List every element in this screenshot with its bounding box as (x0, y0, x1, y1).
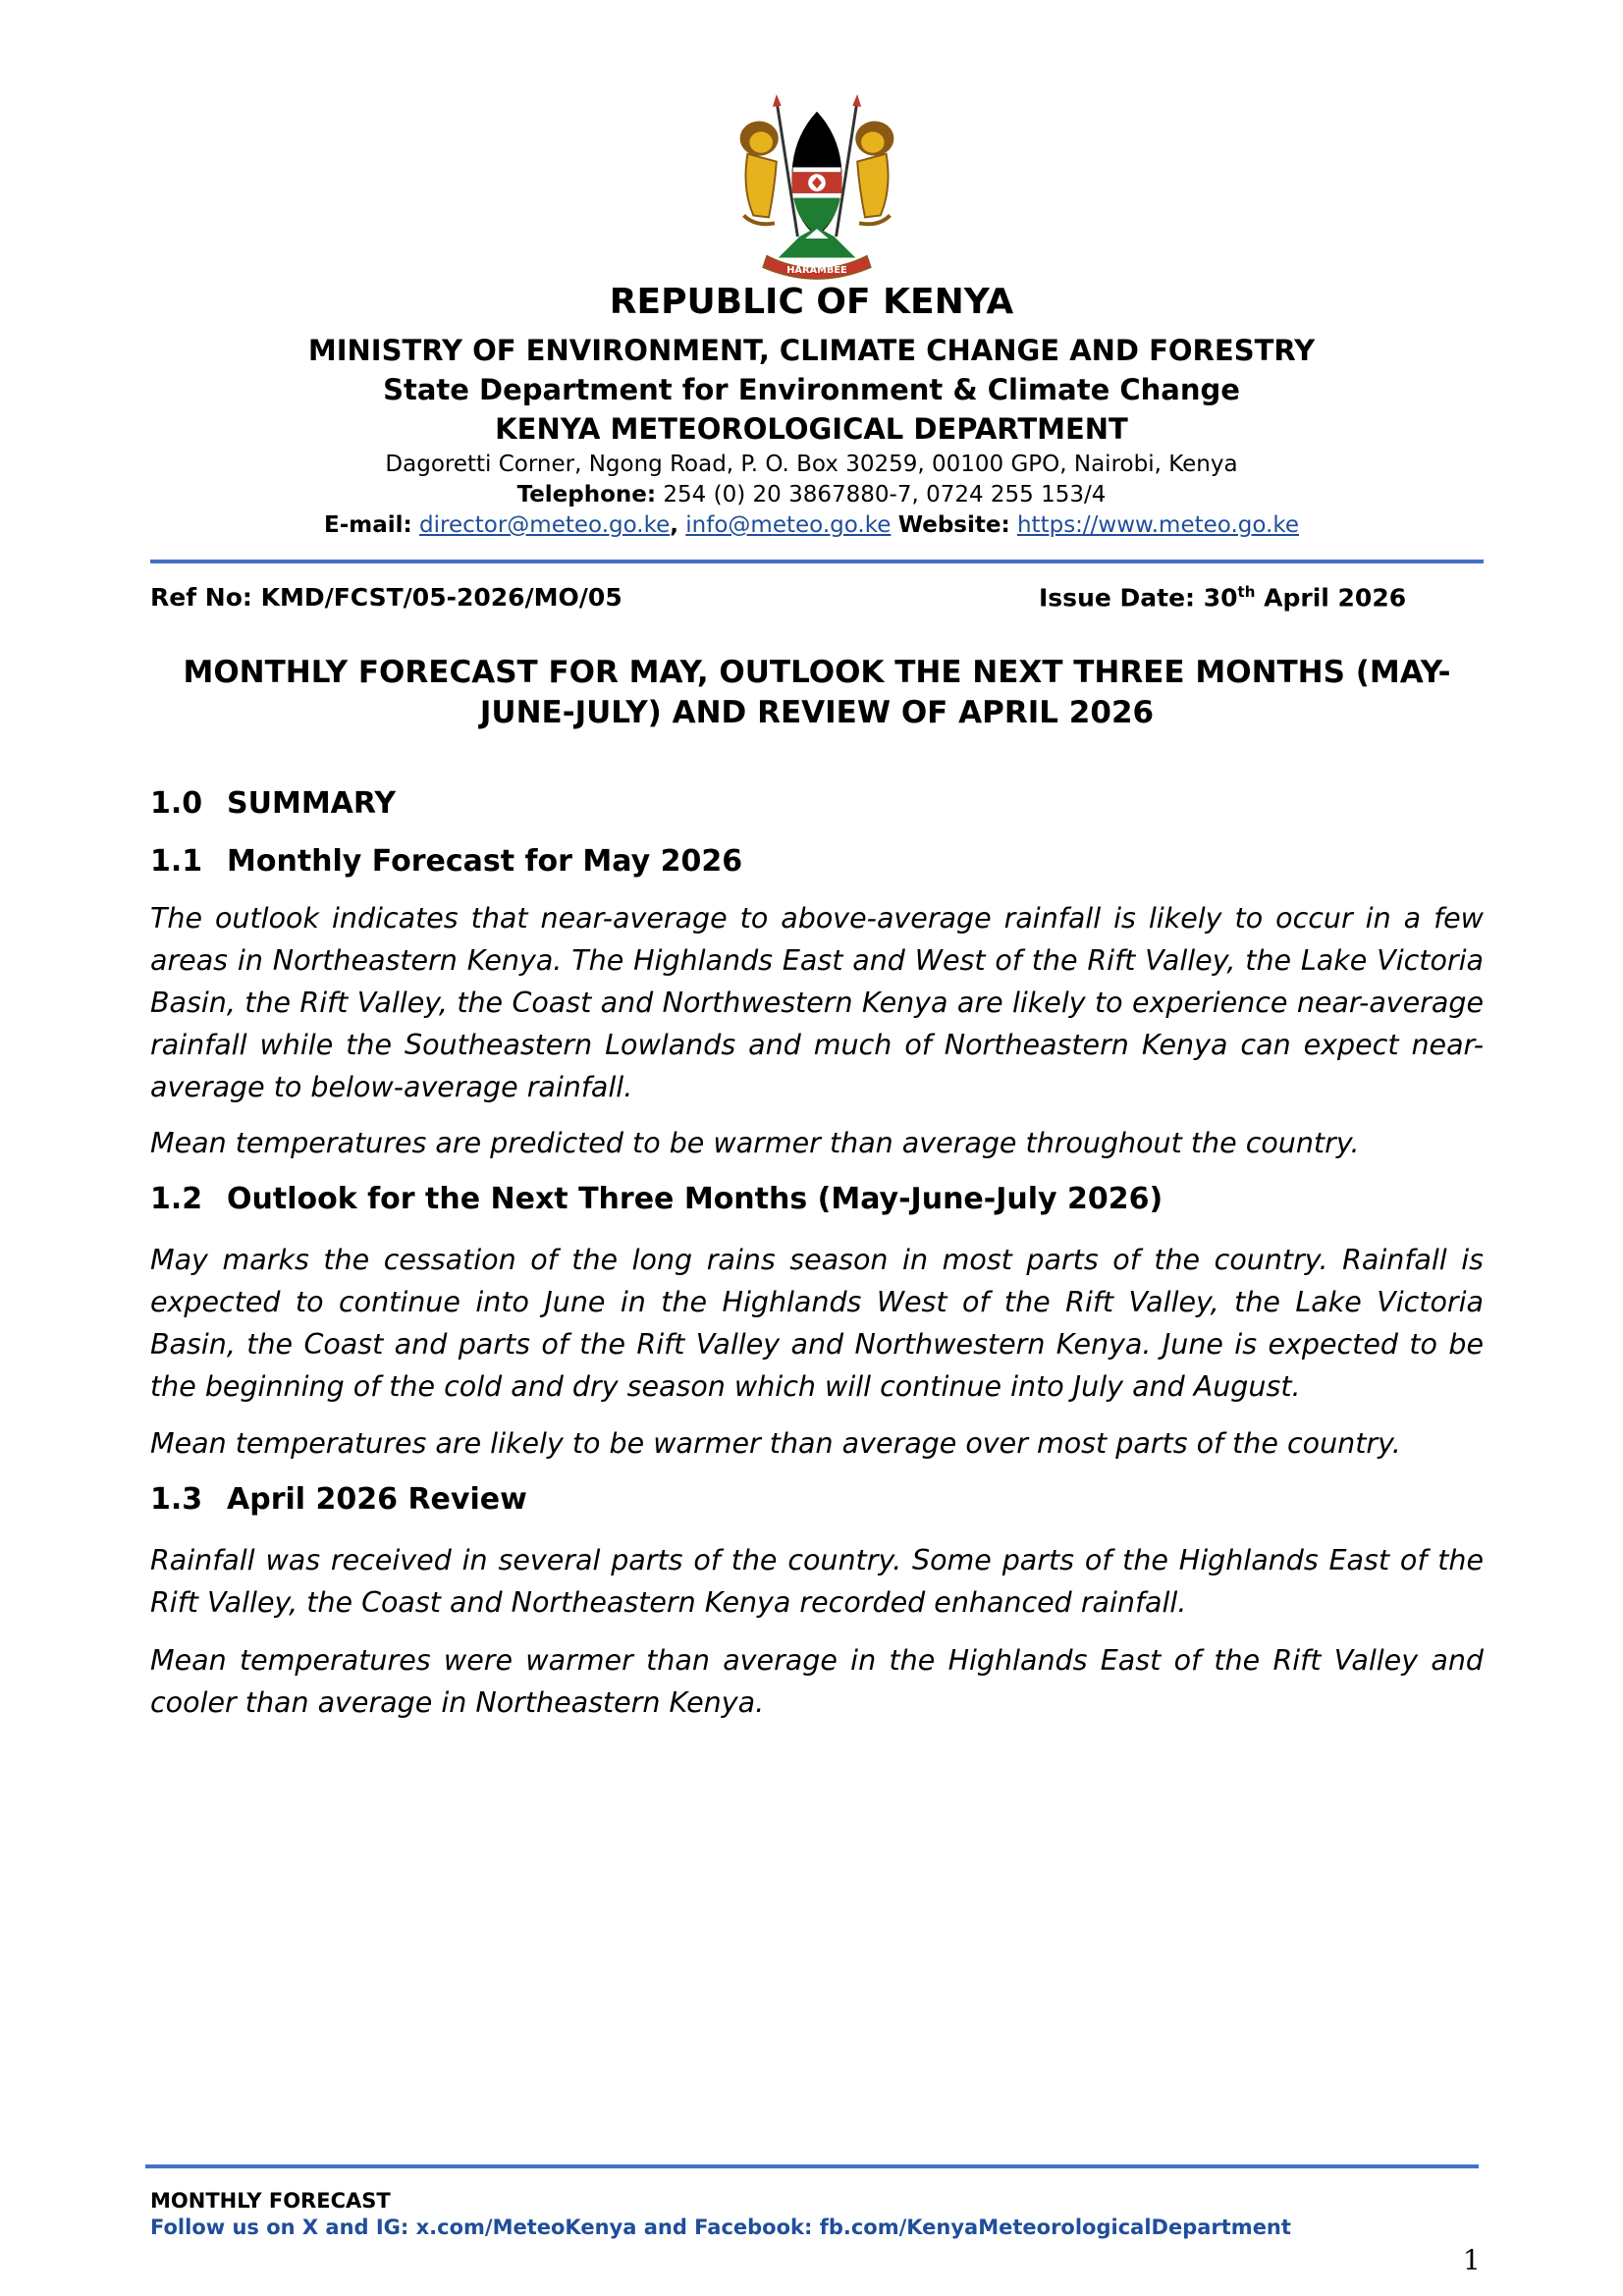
section-title: Outlook for the Next Three Months (May-June-July 2026) (227, 1182, 1163, 1216)
header-divider (150, 560, 1484, 563)
kenya-coat-of-arms-icon (721, 92, 913, 285)
page-number: 1 (1463, 2244, 1481, 2276)
telephone-line (0, 482, 1623, 507)
department-heading: KENYA METEOROLOGICAL DEPARTMENT (495, 412, 1128, 446)
section-heading-1-2 (150, 1182, 1163, 1216)
email-separator: , (670, 512, 678, 538)
paragraph-1-3-temperature: Mean temperatures were warmer than average in the Highlands East of the Rift Valley and cooler than average in Northeastern Kenya. (150, 1644, 1484, 1719)
postal-address: Dagoretti Corner, Ngong Road, P. O. Box 30259, 00100 GPO, Nairobi, Kenya (385, 452, 1238, 477)
footer-social-links: Follow us on X and IG: x.com/MeteoKenya and Facebook: fb.com/KenyaMeteorologicalDepartment (150, 2216, 1291, 2239)
issue-date-prefix: Issue Date: 30 (1039, 583, 1238, 613)
website-link[interactable]: https://www.meteo.go.ke (1016, 512, 1299, 538)
email-link-director[interactable]: director@meteo.go.ke (419, 512, 671, 538)
paragraph-1-2-rainfall: May marks the cessation of the long rains season in most parts of the country. Rainfall is expected to continue into June in the Highlands West of the Rift Valley, the Lake Victoria Basin, the Coast and parts of the Rift Valley and Northwestern Kenya. June is expected to be the beginning of the cold and dry season which will continue into July and August. (150, 1244, 1484, 1403)
section-heading-1-1 (150, 844, 742, 879)
state-department-heading: State Department for Environment & Climate Change (383, 373, 1240, 406)
telephone-numbers: 254 (0) 20 3867880-7, 0724 255 153/4 (663, 482, 1107, 507)
footer-divider (145, 2164, 1479, 2168)
section-number: 1.3 (150, 1482, 203, 1517)
issue-date-suffix: April 2026 (1264, 583, 1407, 613)
email-link-info[interactable]: info@meteo.go.ke (685, 512, 892, 538)
summary-heading (150, 786, 396, 821)
section-number: 1.1 (150, 844, 203, 879)
ministry-heading: MINISTRY OF ENVIRONMENT, CLIMATE CHANGE AND FORESTRY (307, 334, 1316, 367)
emblem-motto: HARAMBEE (786, 265, 847, 277)
section-title: SUMMARY (227, 786, 397, 821)
section-number: 1.2 (150, 1182, 203, 1216)
issue-date (1039, 583, 1406, 612)
republic-heading: REPUBLIC OF KENYA (609, 282, 1014, 322)
paragraph-1-2-temperature: Mean temperatures are likely to be warmer than average over most parts of the country. (150, 1427, 1401, 1460)
section-title: April 2026 Review (227, 1482, 527, 1517)
website-label: Website: (897, 512, 1010, 538)
issue-date-ordinal: th (1237, 583, 1256, 601)
reference-number: Ref No: KMD/FCST/05-2026/MO/05 (150, 583, 622, 612)
section-number: 1.0 (150, 786, 203, 821)
section-heading-1-3 (150, 1482, 527, 1517)
paragraph-1-1-rainfall: The outlook indicates that near-average to above-average rainfall is likely to occur in a few areas in Northeastern Kenya. The Highlands East and West of the Rift Valley, the Lake Victoria Basin, the Rift Valley, the Coast and Northwestern Kenya are likely to experience near-average rainfall while the Southeastern Lowlands and much of Northeastern Kenya can expect near-average to below-average rainfall. (150, 902, 1484, 1103)
telephone-label: Telephone: (516, 482, 657, 507)
footer-label: MONTHLY FORECAST (150, 2189, 391, 2213)
contact-line (0, 512, 1623, 538)
document-title: MONTHLY FORECAST FOR MAY, OUTLOOK THE NEXT THREE MONTHS (MAY-JUNE-JULY) AND REVIEW OF APRIL 2026 (183, 655, 1451, 730)
section-title: Monthly Forecast for May 2026 (227, 844, 743, 879)
paragraph-1-1-temperature: Mean temperatures are predicted to be warmer than average throughout the country. (150, 1127, 1360, 1159)
paragraph-1-3-rainfall: Rainfall was received in several parts of the country. Some parts of the Highlands East of the Rift Valley, the Coast and Northeastern Kenya recorded enhanced rainfall. (150, 1544, 1484, 1619)
email-label: E-mail: (323, 512, 412, 538)
